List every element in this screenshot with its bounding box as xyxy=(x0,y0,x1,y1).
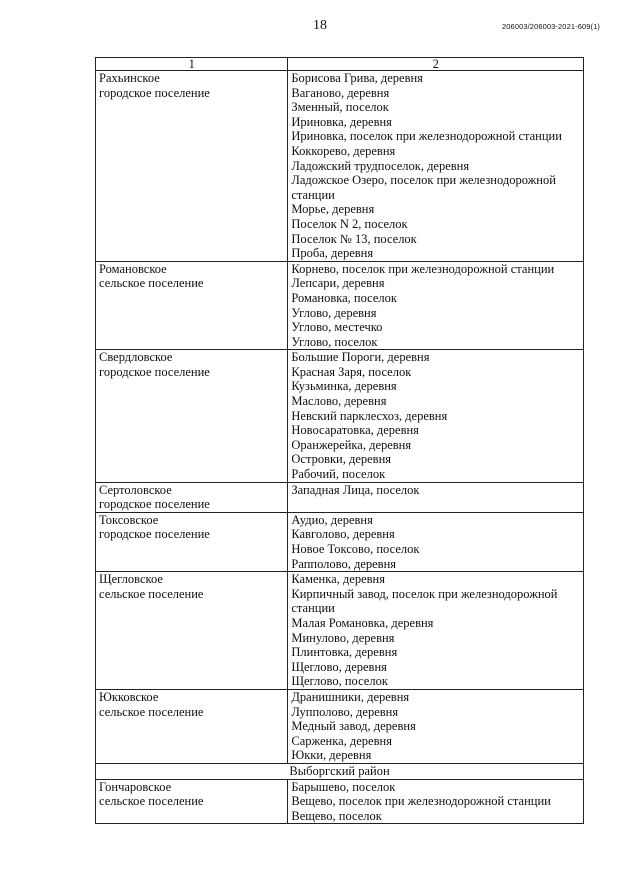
municipality-name-line: городское поселение xyxy=(99,364,210,379)
settlement-item: Кирпичный завод, поселок при железнодорожной xyxy=(291,586,558,601)
municipality-name-line: Свердловское xyxy=(99,350,173,365)
table-row xyxy=(96,71,584,262)
settlement-item: Ладожское Озеро, поселок при железнодорожной xyxy=(291,173,556,188)
region-name: Выборгский район xyxy=(96,763,584,779)
table-header-row xyxy=(96,58,584,71)
settlement-item: Новосаратовка, деревня xyxy=(291,423,419,438)
table-row xyxy=(96,261,584,350)
settlement-item: Коккорево, деревня xyxy=(291,143,396,158)
settlement-item: Щеглово, деревня xyxy=(291,659,387,674)
settlement-item: Ладожский трудпоселок, деревня xyxy=(291,158,470,173)
municipality-name-line: городское поселение xyxy=(99,85,210,100)
municipality-name-line: сельское поселение xyxy=(99,276,204,291)
settlement-item: Оранжерейка, деревня xyxy=(291,437,412,452)
settlement-list xyxy=(288,71,584,262)
municipality-name xyxy=(96,512,288,571)
settlement-item: Кузьминка, деревня xyxy=(291,379,397,394)
municipality-name-line: Юкковское xyxy=(99,689,159,704)
municipality-name-line: Рахьинское xyxy=(99,71,160,85)
settlement-item: Маслово, деревня xyxy=(291,394,387,409)
settlement-item: Проба, деревня xyxy=(291,246,374,261)
settlement-item: Юкки, деревня xyxy=(291,748,372,763)
settlement-item: Романовка, поселок xyxy=(291,290,397,305)
settlement-item: Поселок N 2, поселок xyxy=(291,216,408,231)
municipality-name-line: сельское поселение xyxy=(99,794,204,809)
settlement-list xyxy=(288,572,584,690)
settlement-item: Западная Лица, поселок xyxy=(291,482,420,497)
page-number: 18 xyxy=(313,18,327,33)
settlement-item: Сарженка, деревня xyxy=(291,733,392,748)
settlement-item: Аудио, деревня xyxy=(291,512,373,527)
settlement-item: Ваганово, деревня xyxy=(291,85,390,100)
settlement-item: Углово, деревня xyxy=(291,305,377,320)
settlement-item: Плинтовка, деревня xyxy=(291,645,398,660)
municipality-name xyxy=(96,779,288,824)
municipality-name xyxy=(96,350,288,482)
municipality-name-line: сельское поселение xyxy=(99,586,204,601)
municipality-name-line: сельское поселение xyxy=(99,704,204,719)
municipality-name xyxy=(96,689,288,763)
settlement-item: Красная Заря, поселок xyxy=(291,364,412,379)
settlement-item: Малая Романовка, деревня xyxy=(291,615,434,630)
municipality-name-line: Токсовское xyxy=(99,512,159,527)
settlement-list xyxy=(288,689,584,763)
settlement-item: Борисова Грива, деревня xyxy=(291,71,423,85)
table-row xyxy=(96,512,584,571)
municipality-name-line: городское поселение xyxy=(99,497,210,512)
settlement-list xyxy=(288,482,584,512)
municipality-name xyxy=(96,482,288,512)
settlement-list xyxy=(288,512,584,571)
column-header-1: 1 xyxy=(96,58,288,71)
settlement-item: Углово, поселок xyxy=(291,334,378,349)
table-row xyxy=(96,482,584,512)
settlement-list xyxy=(288,350,584,482)
table-row xyxy=(96,779,584,824)
municipality-name-line: Гончаровское xyxy=(99,779,172,794)
settlement-item: Барышево, поселок xyxy=(291,779,396,794)
settlement-list xyxy=(288,261,584,350)
settlement-item: Большие Пороги, деревня xyxy=(291,350,430,365)
settlement-item: Дранишники, деревня xyxy=(291,689,410,704)
table-row xyxy=(96,689,584,763)
municipality-name-line: городское поселение xyxy=(99,527,210,542)
municipality-name xyxy=(96,71,288,262)
document-code: 206003/206003-2021-609(1) xyxy=(502,22,600,31)
settlement-item: Кавголово, деревня xyxy=(291,527,395,542)
municipality-name xyxy=(96,572,288,690)
settlement-item: Щеглово, поселок xyxy=(291,674,388,689)
region-row xyxy=(96,763,584,779)
settlement-item: Морье, деревня xyxy=(291,202,375,217)
settlement-item: Ириновка, деревня xyxy=(291,114,392,129)
settlement-item: станции xyxy=(291,601,335,616)
municipality-name-line: Романовское xyxy=(99,261,167,276)
column-header-2: 2 xyxy=(288,58,584,71)
settlements-table xyxy=(95,57,584,824)
municipality-name-line: Щегловское xyxy=(99,572,163,587)
municipality-name xyxy=(96,261,288,350)
settlement-item: Углово, местечко xyxy=(291,320,383,335)
settlement-list xyxy=(288,779,584,824)
settlement-item: станции xyxy=(291,187,335,202)
settlement-item: Минулово, деревня xyxy=(291,630,395,645)
settlement-item: Каменка, деревня xyxy=(291,572,385,587)
settlement-item: Новое Токсово, поселок xyxy=(291,542,420,556)
table-body xyxy=(96,58,584,824)
municipality-name-line: Сертоловское xyxy=(99,482,172,497)
settlement-item: Медный завод, деревня xyxy=(291,719,416,734)
settlement-item: Ириновка, поселок при железнодорожной станции xyxy=(291,129,562,144)
settlement-item: Поселок № 13, поселок xyxy=(291,231,417,246)
settlement-item: Островки, деревня xyxy=(291,452,392,467)
table-row xyxy=(96,350,584,482)
table-row xyxy=(96,572,584,690)
settlement-item: Корнево, поселок при железнодорожной станции xyxy=(291,261,555,276)
settlement-item: Лупполово, деревня xyxy=(291,704,399,719)
settlement-item: Вещево, поселок при железнодорожной станции xyxy=(291,794,551,809)
settlement-item: Лепсари, деревня xyxy=(291,276,385,291)
settlement-item: Невский парклесхоз, деревня xyxy=(291,408,448,423)
settlement-item: Зменный, поселок xyxy=(291,100,389,115)
settlement-item: Вещево, поселок xyxy=(291,808,382,823)
settlement-item: Рабочий, поселок xyxy=(291,467,386,482)
settlement-item: Рапполово, деревня xyxy=(291,556,397,571)
